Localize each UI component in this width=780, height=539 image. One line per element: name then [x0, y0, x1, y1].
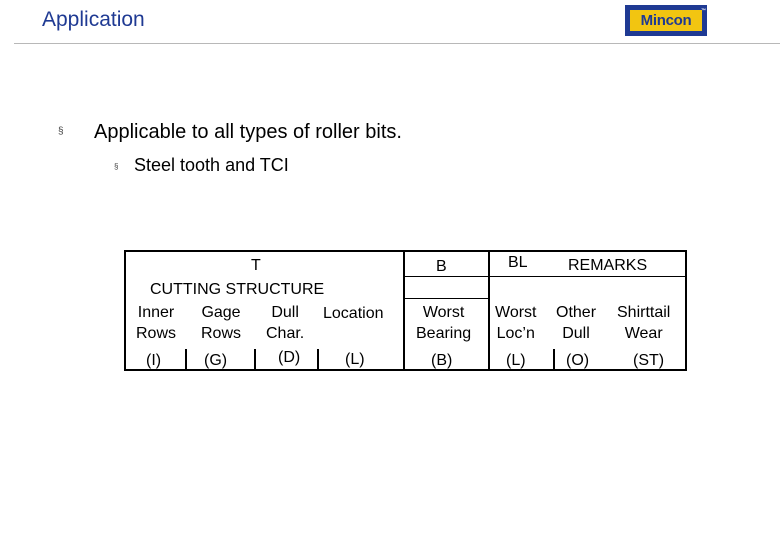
worst-bearing-header: Worst Bearing — [416, 304, 472, 342]
sub-bullet-text: Steel tooth and TCI — [134, 155, 289, 175]
mincon-logo — [625, 5, 707, 36]
other-dull-header: Other Dull — [556, 304, 597, 342]
code-dull-char: (D) — [278, 349, 301, 366]
logo-trademark: ™ — [701, 8, 706, 14]
dull-grading-table — [124, 250, 687, 371]
logo-text: Mincon — [640, 12, 692, 29]
table-vertical-rule — [553, 349, 555, 369]
t-header: T — [251, 257, 261, 274]
code-other-dull: (O) — [566, 352, 590, 369]
code-shirttail-wear: (ST) — [633, 352, 665, 369]
table-vertical-rule — [403, 250, 405, 371]
code-location: (L) — [345, 351, 365, 368]
code-worst-loc: (L) — [506, 352, 526, 369]
table-horizontal-rule — [405, 276, 685, 277]
gage-rows-header: Gage Rows — [201, 304, 242, 342]
table-horizontal-rule — [405, 298, 488, 299]
worst-loc-header: Worst Loc’n — [495, 304, 537, 342]
location-header: Location — [323, 305, 384, 322]
dull-char-header: Dull Char. — [266, 304, 305, 342]
sub-bullet-marker: § — [114, 162, 119, 171]
bullet-marker: § — [58, 126, 64, 137]
code-worst-bearing: (B) — [431, 352, 453, 369]
table-vertical-rule — [254, 349, 256, 371]
code-gage-rows: (G) — [204, 352, 228, 369]
bullet-text: Applicable to all types of roller bits. — [94, 121, 402, 143]
logo-panel — [630, 10, 702, 31]
cutting-structure-header: CUTTING STRUCTURE — [150, 281, 325, 298]
title-divider — [14, 43, 780, 44]
remarks-header: REMARKS — [568, 257, 648, 274]
table-top-border — [124, 250, 687, 252]
page-title: Application — [42, 8, 145, 31]
inner-rows-header: Inner Rows — [136, 304, 177, 342]
table-vertical-rule — [185, 349, 187, 369]
table-left-border — [124, 250, 126, 371]
table-vertical-rule — [317, 349, 319, 369]
shirttail-wear-header: Shirttail Wear — [617, 304, 671, 342]
code-inner-rows: (I) — [146, 352, 162, 369]
table-vertical-rule — [488, 250, 490, 371]
b-header: B — [436, 258, 447, 275]
bl-header: BL — [508, 254, 528, 271]
table-right-border — [685, 250, 687, 371]
